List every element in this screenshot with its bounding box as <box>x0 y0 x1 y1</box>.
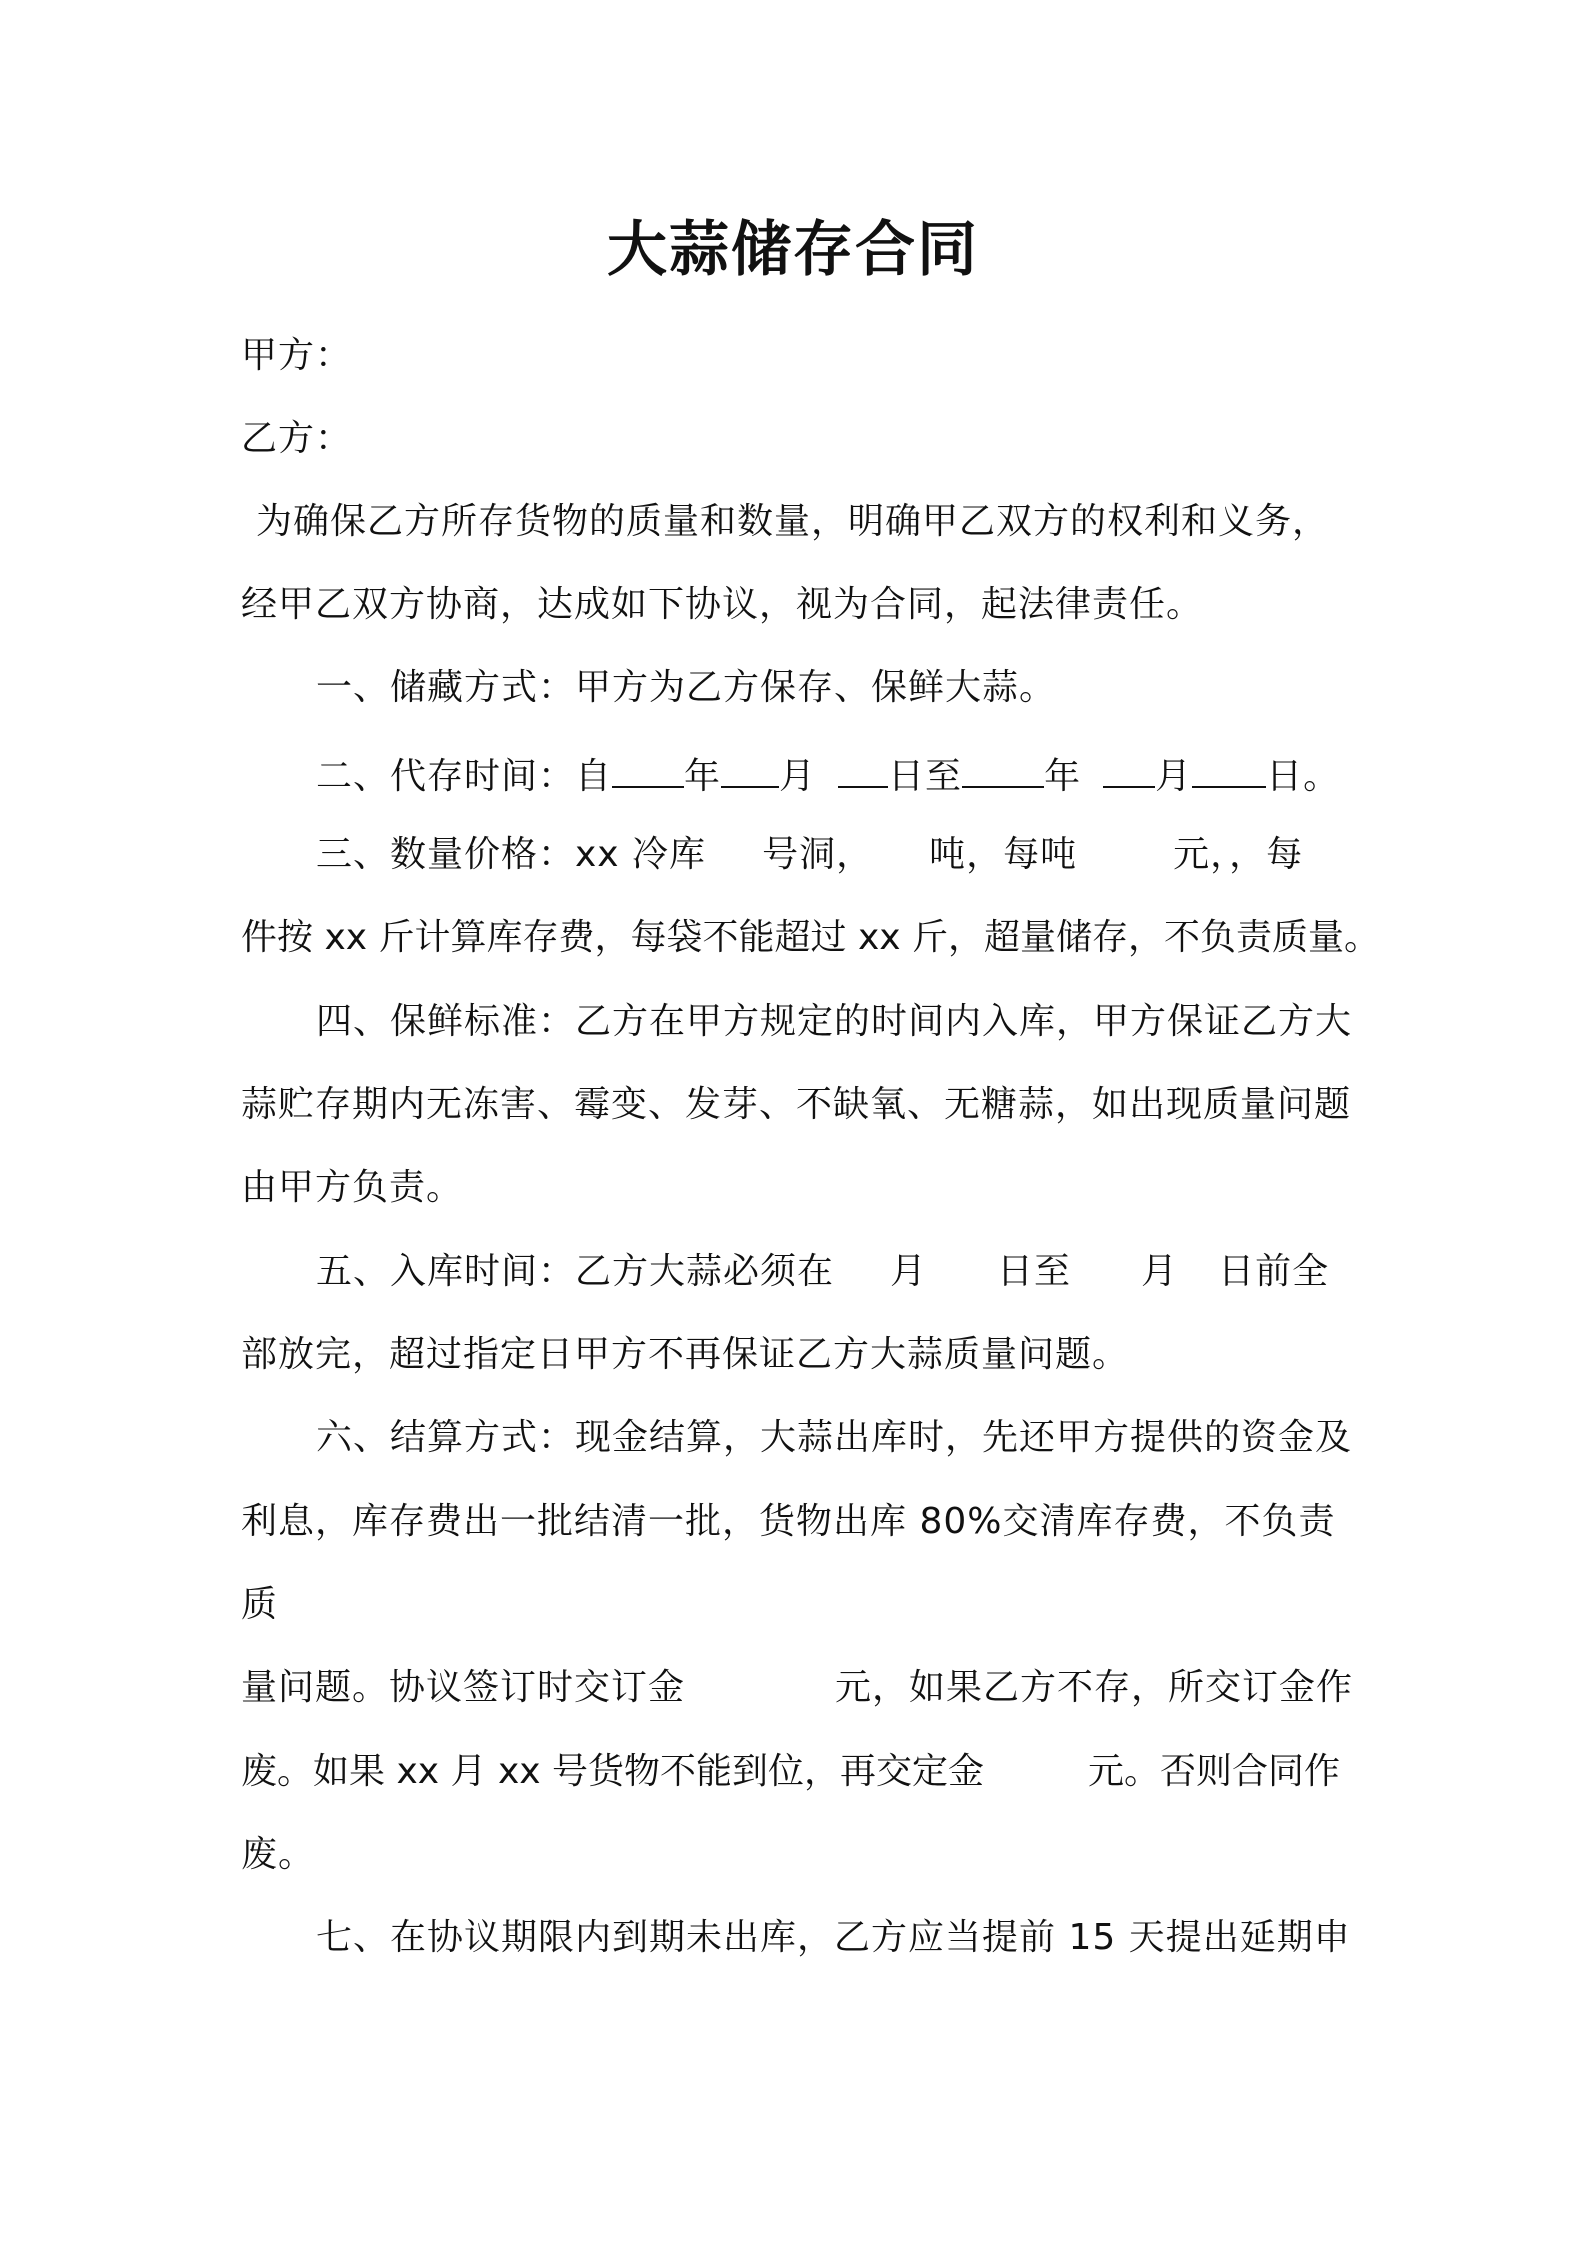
party-a-label: 甲方： <box>241 335 353 376</box>
intro-line-1: 为确保乙方所存货物的质量和数量，明确甲乙双方的权利和义务， <box>256 501 1330 542</box>
clause-4-line-1: 四、保鲜标准：乙方在甲方规定的时间内入库，甲方保证乙方大 <box>316 1001 1353 1042</box>
clause-3-hole: 号洞， <box>762 834 874 875</box>
blank-month-end <box>1103 750 1155 788</box>
clause-2-year-2: 年 <box>1044 756 1082 797</box>
clause-4-line-3: 由甲方负责。 <box>241 1167 464 1208</box>
blank-day-start <box>838 750 888 788</box>
clause-2-day-to: 日至 <box>888 756 963 797</box>
clause-6-line-3: 质 <box>241 1584 279 1625</box>
party-b-label: 乙方： <box>241 418 353 459</box>
clause-6-deposit-lead: 量问题。协议签订时交订金 <box>241 1667 686 1708</box>
clause-6-redeposit-tail: 元。否则合同作 <box>1088 1751 1341 1792</box>
clause-2-year-1: 年 <box>684 756 722 797</box>
clause-2-lead: 二、代存时间：自 <box>316 756 613 797</box>
clause-5-month-2: 月 <box>1141 1251 1179 1292</box>
blank-year-end <box>962 750 1044 788</box>
clause-6-redeposit-lead: 废。如果 xx 月 xx 号货物不能到位，再交定金 <box>241 1751 984 1792</box>
clause-5-day-to: 日至 <box>997 1251 1072 1292</box>
intro-line-2: 经甲乙双方协商，达成如下协议，视为合同，起法律责任。 <box>241 584 1204 625</box>
clause-2-month-1: 月 <box>779 756 817 797</box>
clause-6-line-1: 六、结算方式：现金结算，大蒜出库时，先还甲方提供的资金及 <box>316 1417 1353 1458</box>
clause-3-yuan: 元，，每 <box>1173 834 1304 875</box>
clause-2 <box>316 750 1340 799</box>
clause-5-line-2: 部放完，超过指定日甲方不再保证乙方大蒜质量问题。 <box>241 1334 1130 1375</box>
clause-1: 一、储藏方式：甲方为乙方保存、保鲜大蒜。 <box>316 667 1057 708</box>
clause-5-lead: 五、入库时间：乙方大蒜必须在 <box>316 1251 835 1292</box>
document-title: 大蒜储存合同 <box>607 215 979 285</box>
clause-3-line-1 <box>316 833 1303 877</box>
clause-5-month-1: 月 <box>890 1251 928 1292</box>
clause-6-deposit-tail: 元，如果乙方不存，所交订金作 <box>835 1667 1354 1708</box>
clause-5-line-1 <box>316 1250 1329 1294</box>
clause-4-line-2: 蒜贮存期内无冻害、霉变、发芽、不缺氧、无糖蒜，如出现质量问题 <box>241 1084 1352 1125</box>
blank-year-start <box>612 750 684 788</box>
clause-6-line-5 <box>241 1750 1340 1794</box>
clause-6-line-4 <box>241 1666 1353 1710</box>
clause-2-day-end: 日。 <box>1266 756 1341 797</box>
clause-3-line-2: 件按 xx 斤计算库存费，每袋不能超过 xx 斤，超量储存，不负责质量。 <box>241 917 1380 958</box>
clause-2-month-2: 月 <box>1155 756 1193 797</box>
blank-month-start <box>721 750 779 788</box>
clause-3-ton: 吨，每吨 <box>929 834 1078 875</box>
blank-day-end <box>1192 750 1266 788</box>
clause-5-tail: 日前全 <box>1218 1251 1330 1292</box>
clause-3-lead: 三、数量价格：xx 冷库 <box>316 834 707 875</box>
clause-7-line-1: 七、在协议期限内到期未出库，乙方应当提前 15 天提出延期申 <box>316 1917 1351 1958</box>
clause-6-line-2: 利息，库存费出一批结清一批，货物出库 80%交清库存费，不负责 <box>241 1501 1336 1542</box>
clause-6-line-6: 废。 <box>241 1834 316 1875</box>
